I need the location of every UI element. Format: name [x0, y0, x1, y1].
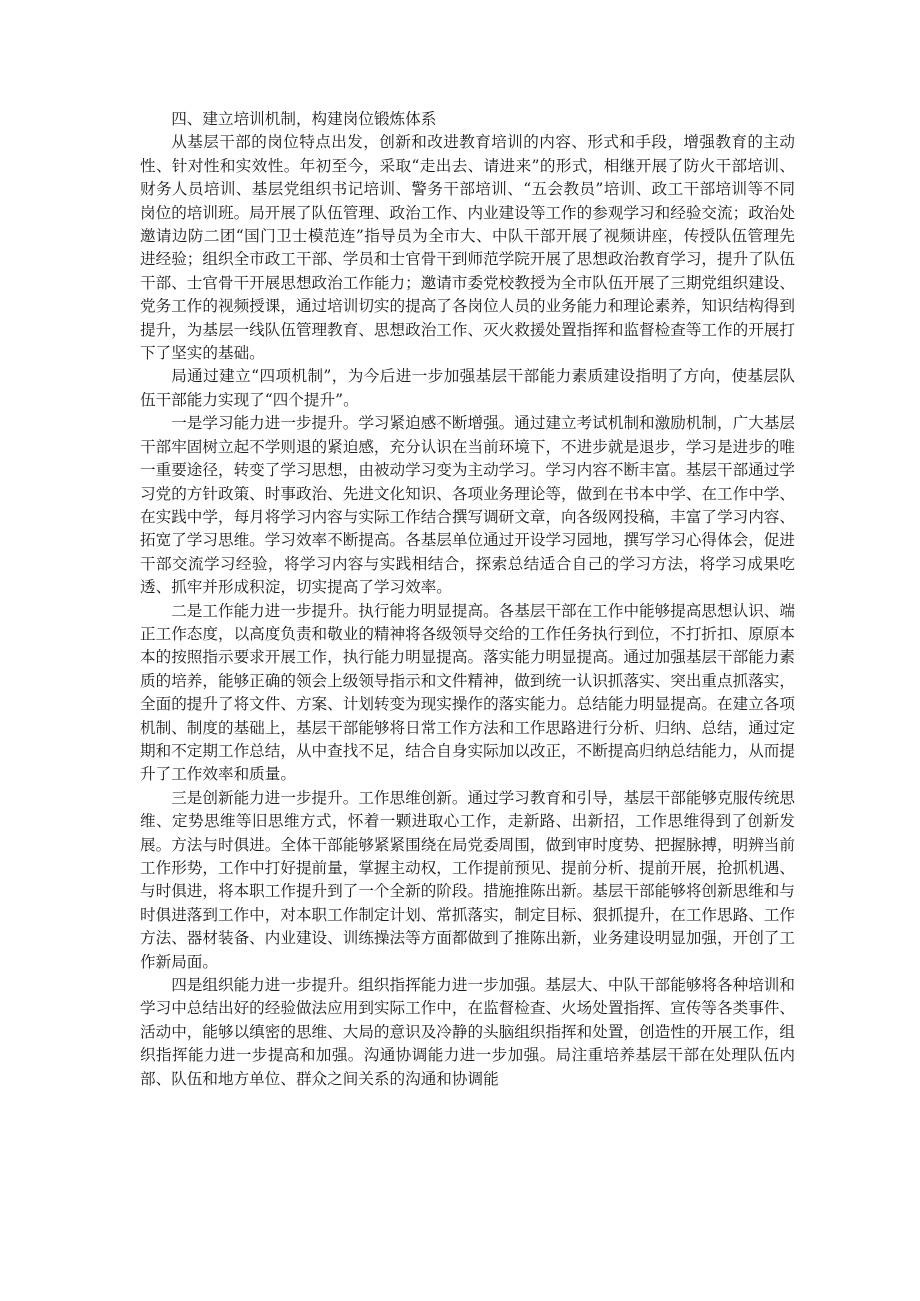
paragraph-four-mechanisms: 局通过建立“四项机制”，为今后进一步加强基层干部能力素质建设指明了方向，使基层队伍干部能力实现了“四个提升”。: [140, 367, 795, 409]
paragraph-organization-ability: 四是组织能力进一步提升。组织指挥能力进一步加强。基层大、中队干部能够将各种培训和学习中总结出好的经验做法应用到实际工作中，在监督检查、火场处置指挥、宣传等各类事件、活动中，能够以缜密的思维、大局的意识及冷静的头脑组织指挥和处置，创造性的开展工作，组织指挥能力进一步提高和加强。沟通协调能力进一步加强。局注重培养基层干部在处理队伍内部、队伍和地方单位、群众之间关系的沟通和协调能: [140, 976, 795, 1088]
section-heading: 四、建立培训机制，构建岗位锻炼体系: [171, 110, 437, 128]
paragraph-learning-ability: 一是学习能力进一步提升。学习紧迫感不断增强。通过建立考试机制和激励机制，广大基层干部牢固树立起不学则退的紧迫感，充分认识在当前环境下，不进步就是退步，学习是进步的唯一重要途径，转变了学习思想，由被动学习变为主动学习。学习内容不断丰富。基层干部通过学习党的方针政策、时事政治、先进文化知识、各项业务理论等，做到在书本中学、在工作中学、在实践中学，每月将学习内容与实际工作结合撰写调研文章，向各级网投稿，丰富了学习内容、拓宽了学习思维。学习效率不断提高。各基层单位通过开设学习园地，撰写学习心得体会，促进干部交流学习经验，将学习内容与实践相结合，探索总结适合自己的学习方法，将学习成果吃透、抓牢并形成积淀，切实提高了学习效率。: [140, 414, 795, 597]
paragraph-work-ability: 二是工作能力进一步提升。执行能力明显提高。各基层干部在工作中能够提高思想认识、端正工作态度，以高度负责和敬业的精神将各级领导交给的工作任务执行到位，不打折扣、原原本本的按照指示要求开展工作，执行能力明显提高。落实能力明显提高。通过加强基层干部能力素质的培养，能够正确的领会上级领导指示和文件精神，做到统一认识抓落实、突出重点抓落实，全面的提升了将文件、方案、计划转变为现实操作的落实能力。总结能力明显提高。在建立各项机制、制度的基础上，基层干部能够将日常工作方法和工作思路进行分析、归纳、总结，通过定期和不定期工作总结，从中查找不足，结合自身实际加以改正，不断提高归纳总结能力，从而提升了工作效率和质量。: [140, 601, 795, 784]
paragraph-training: 从基层干部的岗位特点出发，创新和改进教育培训的内容、形式和手段，增强教育的主动性、针对性和实效性。年初至今，采取“走出去、请进来”的形式，相继开展了防火干部培训、财务人员培训、基层党组织书记培训、警务干部培训、“五会教员”培训、政工干部培训等不同岗位的培训班。局开展了队伍管理、政治工作、内业建设等工作的参观学习和经验交流；政治处邀请边防二团“国门卫士模范连”指导员为全市大、中队干部开展了视频讲座，传授队伍管理先进经验；组织全市政工干部、学员和士官骨干到师范学院开展了思想政治教育学习，提升了队伍干部、士官骨干开展思想政治工作能力；邀请市委党校教授为全市队伍开展了三期党组织建设、党务工作的视频授课，通过培训切实的提高了各岗位人员的业务能力和理论素养，知识结构得到提升，为基层一线队伍管理教育、思想政治工作、灭火救援处置指挥和监督检查等工作的开展打下了坚实的基础。: [140, 133, 795, 363]
document-page: [140, 108, 795, 1091]
paragraph-innovation-ability: 三是创新能力进一步提升。工作思维创新。通过学习教育和引导，基层干部能够克服传统思维、定势思维等旧思维方式，怀着一颗进取心工作，走新路、出新招，工作思维得到了创新发展。方法与时俱进。全体干部能够紧紧围绕在局党委周围，做到审时度势、把握脉搏，明辨当前工作形势，工作中打好提前量，掌握主动权，工作提前预见、提前分析、提前开展，抢抓机遇、与时俱进，将本职工作提升到了一个全新的阶段。措施推陈出新。基层干部能够将创新思维和与时俱进落到工作中，对本职工作制定计划、常抓落实，制定目标、狠抓提升，在工作思路、工作方法、器材装备、内业建设、训练操法等方面都做到了推陈出新，业务建设明显加强，开创了工作新局面。: [140, 788, 795, 971]
